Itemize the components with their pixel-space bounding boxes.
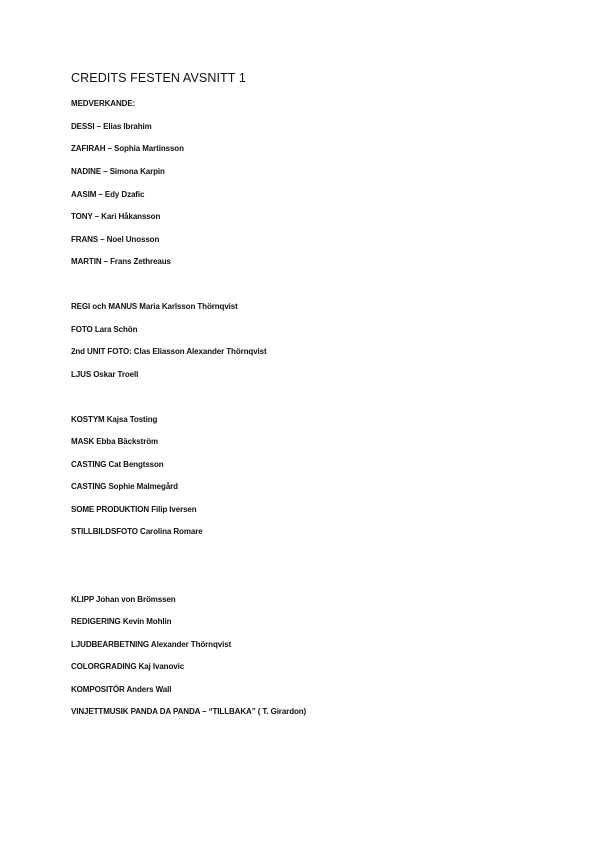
credit-name: Sophie Malmegård xyxy=(108,482,178,491)
credit-line xyxy=(71,527,203,536)
credit-name: Kaj Ivanovic xyxy=(138,662,185,671)
credit-line xyxy=(71,707,306,716)
credit-role: CASTING xyxy=(71,482,107,491)
cast-line xyxy=(71,212,160,221)
credit-line xyxy=(71,437,158,446)
credit-name: Johan von Brömssen xyxy=(96,595,176,604)
cast-line xyxy=(71,235,159,244)
credit-role: MASK xyxy=(71,437,95,446)
credit-role: KOMPOSITÖR xyxy=(71,685,125,694)
credit-name: Carolina Romare xyxy=(140,527,203,536)
credit-role: FOTO xyxy=(71,325,93,334)
credit-line xyxy=(71,685,171,694)
cast-role: DESSI xyxy=(71,122,95,131)
credit-name: Filip Iversen xyxy=(151,505,197,514)
cast-role: MARTIN xyxy=(71,257,102,266)
credit-name: Ebba Bäckström xyxy=(96,437,159,446)
cast-role: NADINE xyxy=(71,167,102,176)
cast-line xyxy=(71,190,144,199)
credit-line xyxy=(71,505,197,514)
cast-role: TONY xyxy=(71,212,93,221)
cast-line xyxy=(71,144,184,153)
cast-separator: – xyxy=(101,257,111,266)
credit-role: REGI och MANUS xyxy=(71,302,138,311)
credit-name: Oskar Troell xyxy=(93,370,139,379)
credit-name: ( T. Girardon) xyxy=(257,707,307,716)
credit-name: Anders Wall xyxy=(126,685,172,694)
cast-name: Kari Håkansson xyxy=(101,212,161,221)
credit-line xyxy=(71,302,238,311)
credit-name: Clas Eliasson Alexander Thörnqvist xyxy=(133,347,267,356)
credit-name: Kevin Mohlin xyxy=(122,617,172,626)
credit-name: Maria Karlsson Thörnqvist xyxy=(139,302,238,311)
credit-line xyxy=(71,347,267,356)
credit-role: CASTING xyxy=(71,460,107,469)
credit-line xyxy=(71,460,164,469)
credit-line xyxy=(71,617,171,626)
credit-role: KOSTYM xyxy=(71,415,105,424)
credit-role: VINJETTMUSIK PANDA DA PANDA – “TILLBAKA” xyxy=(71,707,256,716)
cast-separator: – xyxy=(101,167,110,176)
cast-name: Noel Unosson xyxy=(106,235,160,244)
credit-name: Cat Bengtsson xyxy=(108,460,164,469)
document-title: CREDITS FESTEN AVSNITT 1 xyxy=(71,71,246,85)
cast-name: Sophia Martinsson xyxy=(114,144,184,153)
cast-separator: – xyxy=(94,122,104,131)
credit-line xyxy=(71,415,157,424)
credit-name: Kajsa Tosting xyxy=(106,415,158,424)
cast-heading: MEDVERKANDE: xyxy=(71,99,136,108)
credit-line xyxy=(71,482,178,491)
credit-role: SOME PRODUKTION xyxy=(71,505,150,514)
credit-name: Alexander Thörnqvist xyxy=(150,640,232,649)
credit-line xyxy=(71,595,176,604)
cast-separator: – xyxy=(105,144,115,153)
cast-line xyxy=(71,122,152,131)
cast-name: Edy Dzafic xyxy=(104,190,145,199)
credit-role: STILLBILDSFOTO xyxy=(71,527,138,536)
credit-role: REDIGERING xyxy=(71,617,121,626)
credit-role: 2nd UNIT FOTO: xyxy=(71,347,132,356)
cast-line xyxy=(71,257,171,266)
credit-role: LJUDBEARBETNING xyxy=(71,640,150,649)
cast-separator: – xyxy=(98,235,107,244)
credit-name: Lara Schön xyxy=(94,325,138,334)
cast-line xyxy=(71,167,165,176)
credit-line xyxy=(71,325,137,334)
cast-separator: – xyxy=(92,212,102,221)
cast-name: Simona Karpin xyxy=(109,167,165,176)
cast-name: Elias Ibrahim xyxy=(103,122,152,131)
cast-name: Frans Zethreaus xyxy=(110,257,171,266)
cast-role: FRANS xyxy=(71,235,99,244)
credit-role: KLIPP xyxy=(71,595,94,604)
credit-line xyxy=(71,640,231,649)
cast-separator: – xyxy=(96,190,105,199)
credit-line xyxy=(71,370,138,379)
credit-role: COLORGRADING xyxy=(71,662,137,671)
cast-role: ZAFIRAH xyxy=(71,144,106,153)
credit-line xyxy=(71,662,184,671)
credit-role: LJUS xyxy=(71,370,92,379)
cast-role: AASIM xyxy=(71,190,97,199)
